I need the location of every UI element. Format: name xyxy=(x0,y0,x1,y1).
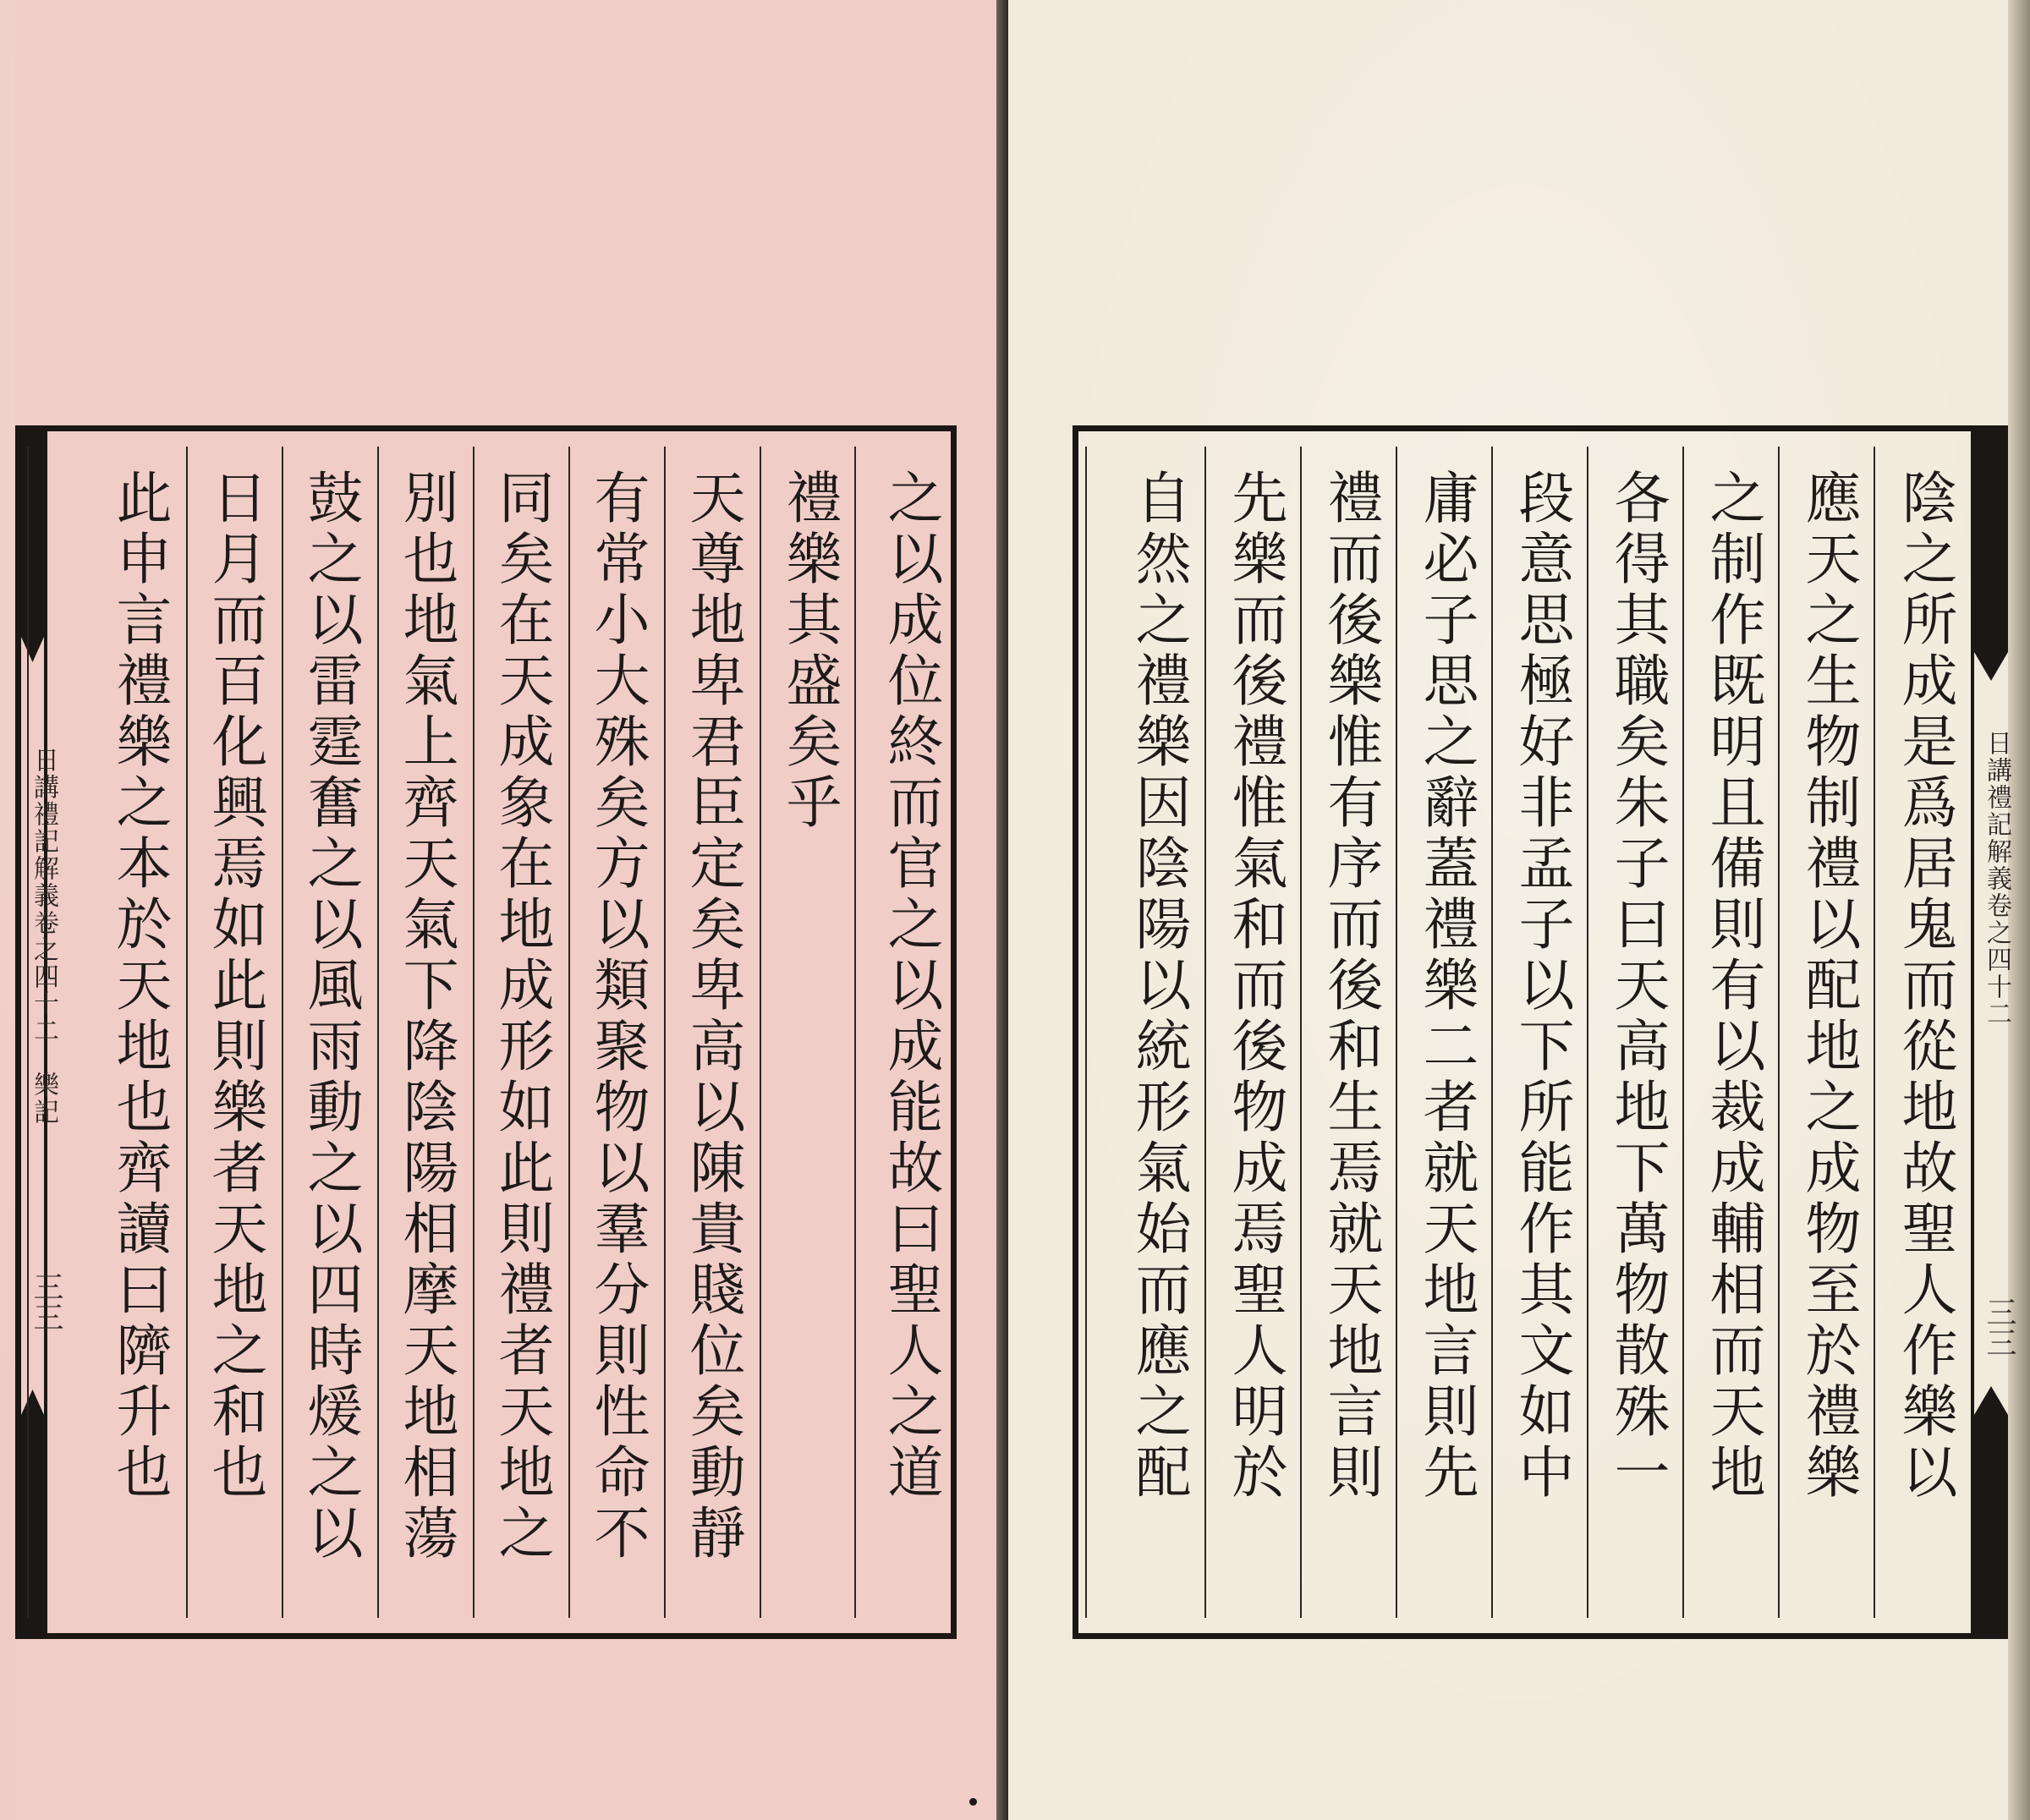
column-rule xyxy=(1778,447,1780,1618)
column-rule xyxy=(1300,447,1302,1618)
book-gutter xyxy=(996,0,1008,1820)
right-banxin-lower-block xyxy=(1974,1415,2008,1639)
column-rule xyxy=(568,447,570,1618)
left-column-9: 此申言禮樂之本於天地也齊讀曰隮升也 xyxy=(107,469,172,1504)
right-columns xyxy=(1078,447,1983,1618)
right-banxin-title: 日講禮記解義卷之四十二 xyxy=(1982,730,2011,1028)
right-column-8: 先樂而後禮惟氣和而後物成焉聖人明於 xyxy=(1222,469,1287,1504)
left-columns xyxy=(27,447,951,1618)
ink-spot xyxy=(969,1798,977,1806)
right-fish-tail-lower xyxy=(1974,1386,2008,1415)
right-column-7: 禮而後樂惟有序而後和生焉就天地言則 xyxy=(1318,469,1383,1504)
left-column-7: 鼓之以雷霆奮之以風雨動之以四時煖之以 xyxy=(298,469,363,1565)
right-banxin xyxy=(1971,425,2016,1639)
column-rule xyxy=(854,447,856,1618)
right-column-1: 陰之所成是爲居鬼而從地故聖人作樂以 xyxy=(1892,469,1957,1504)
left-column-2: 禮樂其盛矣乎 xyxy=(776,469,842,834)
right-column-6: 庸必子思之辭蓋禮樂二者就天地言則先 xyxy=(1413,469,1479,1504)
right-column-5: 段意思極好非孟子以下所能作其文如中 xyxy=(1509,469,1574,1504)
column-rule xyxy=(1682,447,1684,1618)
left-column-4: 有常小大殊矣方以類聚物以羣分則性命不 xyxy=(584,469,650,1565)
right-column-2: 應天之生物制禮以配地之成物至於禮樂 xyxy=(1796,469,1861,1504)
column-rule xyxy=(186,447,188,1618)
column-rule xyxy=(1587,447,1588,1618)
column-rule xyxy=(473,447,475,1618)
column-rule xyxy=(1396,447,1397,1618)
left-column-1: 之以成位終而官之以成能故曰聖人之道 xyxy=(878,469,943,1504)
column-rule xyxy=(1491,447,1493,1618)
left-column-3: 天尊地卑君臣定矣卑高以陳貴賤位矣動靜 xyxy=(680,469,745,1565)
column-rule xyxy=(1204,447,1206,1618)
right-column-9: 自然之禮樂因陰陽以統形氣始而應之配 xyxy=(1126,469,1191,1504)
right-text-frame xyxy=(1073,425,1983,1639)
left-column-5: 同矣在天成象在地成形如此則禮者天地之 xyxy=(489,469,554,1565)
left-banxin-page-number: 三三 xyxy=(29,1271,63,1332)
left-column-8: 日月而百化興焉如此則樂者天地之和也 xyxy=(202,469,267,1504)
column-rule xyxy=(377,447,379,1618)
column-rule xyxy=(1085,447,1087,1618)
right-column-4: 各得其職矣朱子曰天高地下萬物散殊一 xyxy=(1605,469,1670,1504)
left-banxin-title: 日講禮記解義卷之四十二 樂記 xyxy=(29,747,58,1126)
right-banxin-upper-block xyxy=(1974,425,2008,652)
column-rule xyxy=(282,447,283,1618)
column-rule xyxy=(664,447,666,1618)
right-banxin-page-number: 三三 xyxy=(1982,1296,2016,1357)
column-rule xyxy=(1874,447,1875,1618)
right-fish-tail-upper xyxy=(1974,652,2008,681)
column-rule xyxy=(27,447,29,1618)
left-text-frame xyxy=(27,425,957,1639)
right-column-3: 之制作既明且備則有以裁成輔相而天地 xyxy=(1700,469,1765,1504)
left-column-6: 別也地氣上齊天氣下降陰陽相摩天地相蕩 xyxy=(393,469,458,1565)
column-rule xyxy=(760,447,761,1618)
